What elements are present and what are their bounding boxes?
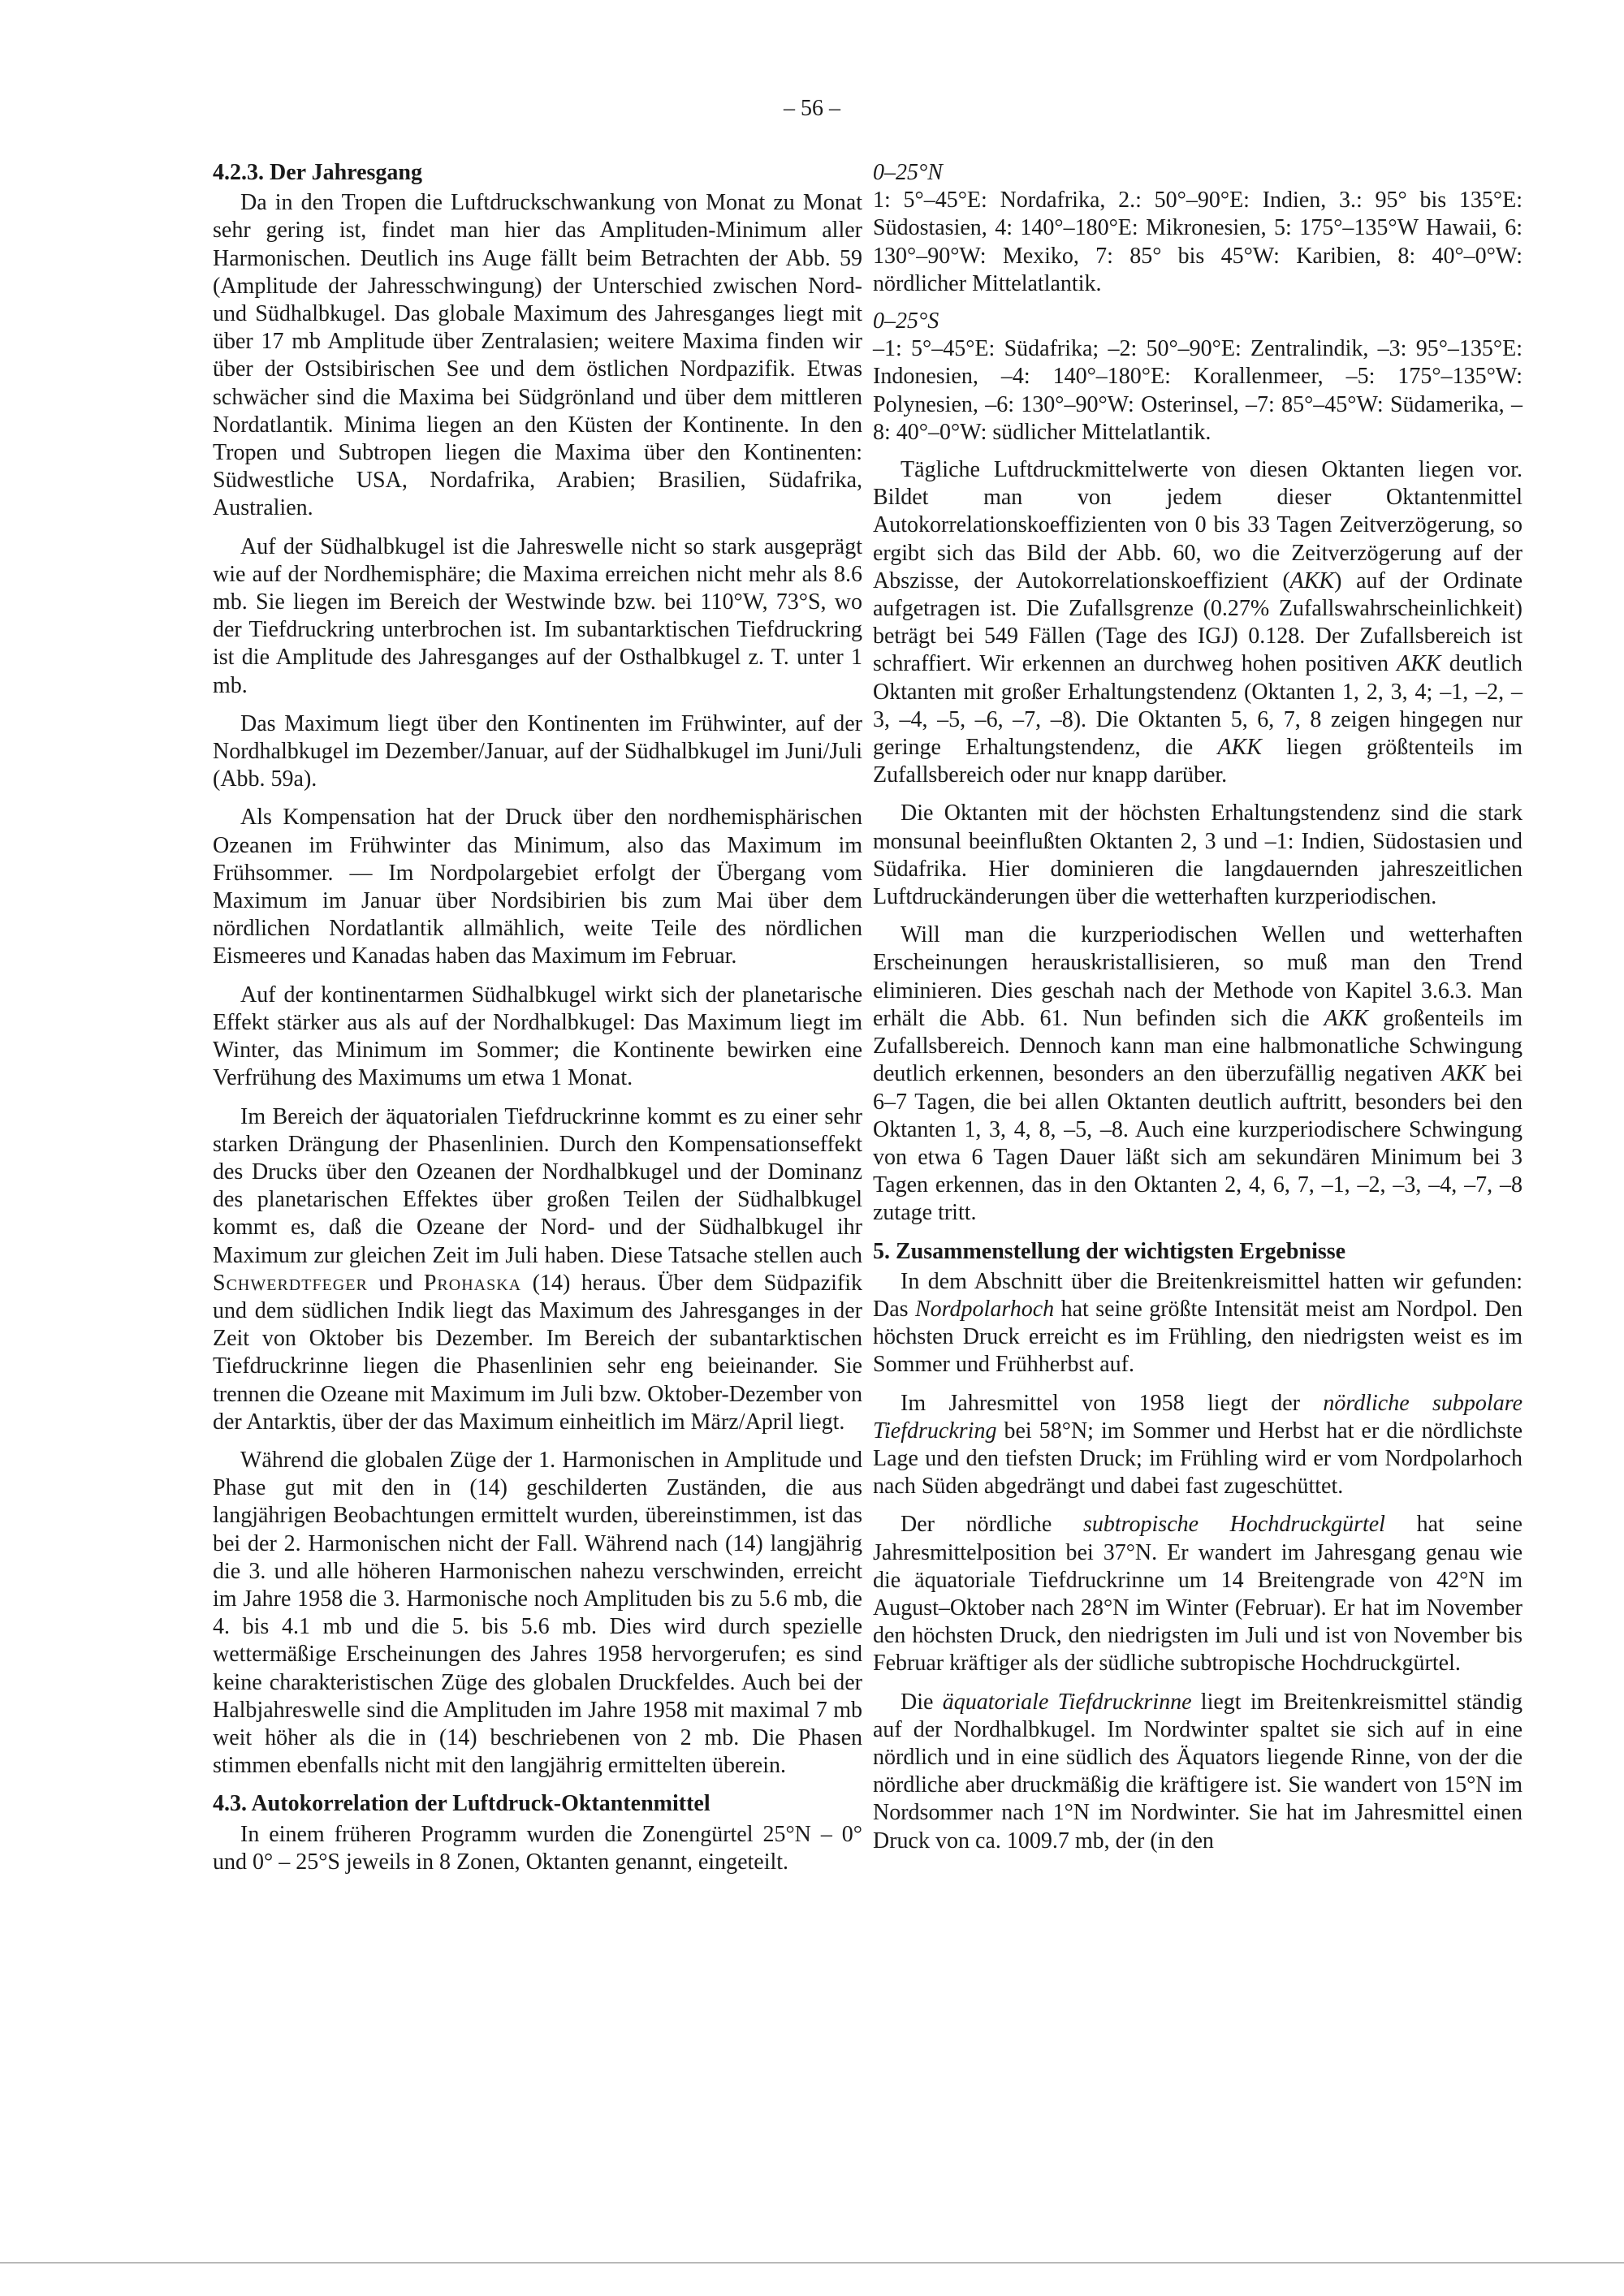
paragraph: Da in den Tropen die Luftdruckschwankung von Monat zu Monat sehr gering ist, findet man hier das Amplituden-Minimum aller Harmonischen. Deutlich ins Auge fällt beim Betrachten der Abb. 59 (Amplitude der Jahresschwingung) der Unterschied zwischen Nord- und Südhalbkugel. Das globale Maximum des Jahresganges liegt mit über 17 mb Amplitude über Zentralasien; weitere Maxima finden wir über der Ostsibirischen See und dem östlichen Nordpazifik. Etwas schwächer sind die Maxima bei Südgrönland und über dem mittleren Nordatlantik. Minima liegen an den Küsten der Kontinente. In den Tropen und Subtropen liegen die Maxima über den Kontinenten: Südwestliche USA, Nordafrika, Arabien; Brasilien, Südafrika, Australien.: [213, 190, 862, 521]
paragraph: Auf der Südhalbkugel ist die Jahreswelle nicht so stark ausgeprägt wie auf der Nordhemisphäre; die Maxima erreichen nicht mehr als 8.6 mb. Sie liegen im Bereich der Westwinde bzw. bei 110°W, 73°S, wo der Tiefdruckring unterbrochen ist. Im subantarktischen Tiefdruckring ist die Amplitude des Jahresganges auf der Osthalbkugel z. T. unter 1 mb.: [213, 533, 862, 698]
section-heading-zusammenstellung: 5. Zusammenstellung der wichtigsten Ergebnisse: [873, 1238, 1346, 1264]
paragraph: Als Kompensation hat der Druck über den nordhemisphärischen Ozeanen im Frühwinter das Minimum, also das Maximum im Frühsommer. — Im Nordpolargebiet erfolgt der Übergang vom Maximum im Januar über Nordsibirien bis zum Mai über dem nördlichen Nordatlantik allmählich, weite Teile des nördlichen Eismeeres und Kanadas haben das Maximum im Februar.: [213, 805, 862, 969]
paragraph: In einem früheren Programm wurden die Zonengürtel 25°N – 0° und 0° – 25°S jeweils in 8 Zonen, Oktanten genannt, eingeteilt.: [213, 1821, 862, 1875]
section-heading-jahresgang: 4.2.3. Der Jahresgang: [213, 160, 422, 185]
paragraph: Der nördliche subtropische Hochdruckgürtel hat seine Jahresmittelposition bei 37°N. Er wandert im Jahresgang genau wie die äquatoriale Tiefdruckrinne um 14 Breitengrade von 42°N im August–Oktober nach 28°N im Winter (Februar). Er hat im November den höchsten Druck, den niedrigsten im Juli und ist von November bis Februar kräftiger als der südliche subtropische Hochdruckgürtel.: [873, 1512, 1522, 1677]
paragraph: In dem Abschnitt über die Breitenkreismittel hatten wir gefunden: Das Nordpolarhoch hat seine größte Intensität meist am Nordpol. Den höchsten Druck erreicht es im Frühling, den niedrigsten weist es im Sommer und Frühherbst auf.: [873, 1268, 1523, 1378]
octant-heading-south: 0–25°S: [873, 309, 939, 334]
author-name: Prohaska: [423, 1270, 522, 1296]
paragraph: Im Jahresmittel von 1958 liegt der nördliche subpolare Tiefdruckring bei 58°N; im Sommer und Herbst hat er die nördlichste Lage und den tiefsten Druck; im Frühling wird er vom Nordpolarhoch nach Süden abgedrängt und dabei fast zugeschüttet.: [873, 1390, 1522, 1500]
author-name: Schwerdtfeger: [213, 1270, 368, 1296]
page-number: – 56 –: [784, 96, 840, 121]
octant-list-north: 1: 5°–45°E: Nordafrika, 2.: 50°–90°E: Indien, 3.: 95° bis 135°E: Südostasien, 4: 140°–180°E: Mikronesien, 5: 175°–135°W Hawaii, 6: 130°–90°W: Mexiko, 7: 85° bis 45°W: Karibien, 8: 40°–0°W: nördlicher Mittelatlantik.: [873, 188, 1522, 296]
paragraph: Auf der kontinentarmen Südhalbkugel wirkt sich der planetarische Effekt stärker aus als auf der Nordhalbkugel: Das Maximum liegt im Winter, das Minimum im Sommer; die Kontinente bewirken eine Verfrühung des Maximums um etwa 1 Monat.: [213, 982, 862, 1091]
paragraph: Das Maximum liegt über den Kontinenten im Frühwinter, auf der Nordhalbkugel im Dezember/Januar, auf der Südhalbkugel im Juni/Juli (Abb. 59a).: [213, 710, 862, 792]
octant-list-south: –1: 5°–45°E: Südafrika; –2: 50°–90°E: Zentralindik, –3: 95°–135°E: Indonesien, –4: 140°–180°E: Korallenmeer, –5: 175°–135°W: Polynesien, –6: 130°–90°W: Osterinsel, –7: 85°–45°W: Südamerika, –8: 40°–0°W: südlicher Mittelatlantik.: [873, 336, 1522, 445]
paragraph: Die äquatoriale Tiefdruckrinne liegt im Breitenkreismittel ständig auf der Nordhalbkugel. Im Nordwinter spaltet sie sich auf in eine nördlich und in eine südlich des Äquators liegende Rinne, von der die nördliche aber druckmäßig die kräftigere ist. Sie wandert von 15°N im Nordsommer nach 1°N im Nordwinter. Sie hat im Jahresmittel einen Druck von ca. 1009.7 mb, der (in den: [873, 1689, 1523, 1854]
right-column: [873, 159, 1522, 1866]
left-column: [213, 159, 862, 1887]
paragraph: Während die globalen Züge der 1. Harmonischen in Amplitude und Phase gut mit den in (14) geschilderten Zuständen, die aus langjährigen Beobachtungen ermittelt wurden, übereinstimmen, ist das bei der 2. Harmonischen nicht der Fall. Während nach (14) langjährig die 3. und alle höheren Harmonischen nahezu verschwinden, erreicht im Jahre 1958 die 3. Harmonische noch Amplituden bis zu 5.6 mb, die 4. bis 4.1 mb und die 5. bis 5.6 mb. Dies wird durch spezielle wettermäßige Erscheinungen des Jahres 1958 hervorgerufen; es sind keine charakteristischen Züge des globalen Druckfeldes. Auch bei der Halbjahreswelle sind die Amplituden im Jahre 1958 mit maximal 7 mb weit höher als die in (14) beschriebenen von 2 mb. Die Phasen stimmen ebenfalls nicht mit den langjährig ermittelten überein.: [213, 1447, 862, 1779]
paragraph: Im Bereich der äquatorialen Tiefdruckrinne kommt es zu einer sehr starken Drängung der Phasenlinien. Durch den Kompensationseffekt des Drucks über den Ozeanen der Nordhalbkugel und der Dominanz des planetarischen Effektes über großen Teilen der Südhalbkugel kommt es, daß die Ozeane der Nord- und der Südhalbkugel ihr Maximum zur gleichen Zeit im Juli haben. Diese Tatsache stellen auch Schwerdtfeger und Prohaska (14) heraus. Über dem Südpazifik und dem südlichen Indik liegt das Maximum des Jahresganges in der Zeit von Oktober bis Dezember. Im Bereich der subantarktischen Tiefdruckrinne liegen die Phasenlinien sehr eng beieinander. Sie trennen die Ozeane mit Maximum im Juli bzw. Oktober-Dezember von der Antarktis, über der das Maximum einheitlich im März/April liegt.: [213, 1103, 862, 1435]
octant-heading-north: 0–25°N: [873, 160, 943, 185]
scan-edge-line: [0, 2262, 1624, 2264]
section-heading-autokorrelation: 4.3. Autokorrelation der Luftdruck-Oktantenmittel: [213, 1791, 710, 1817]
paragraph: Will man die kurzperiodischen Wellen und wetterhaften Erscheinungen herauskristallisieren, so muß man den Trend eliminieren. Dies geschah nach der Methode von Kapitel 3.6.3. Man erhält die Abb. 61. Nun befinden sich die AKK großenteils im Zufallsbereich. Dennoch kann man eine halbmonatliche Schwingung deutlich erkennen, besonders an den überzufällig negativen AKK bei 6–7 Tagen, die bei allen Oktanten deutlich auftritt, besonders bei den Oktanten 1, 3, 4, 8, –5, –8. Auch eine kurzperiodischere Schwingung von etwa 6 Tagen Dauer läßt sich am sekundären Minimum bei 3 Tagen erkennen, das in den Oktanten 2, 4, 6, 7, –1, –2, –3, –4, –7, –8 zutage tritt.: [873, 922, 1522, 1226]
paragraph: Die Oktanten mit der höchsten Erhaltungstendenz sind die stark monsunal beeinflußten Oktanten 2, 3 und –1: Indien, Südostasien und Südafrika. Hier dominieren die langdauernden jahreszeitlichen Luftdruckänderungen über die wetterhaften kurzperiodischen.: [873, 801, 1522, 910]
paragraph: Tägliche Luftdruckmittelwerte von diesen Oktanten liegen vor. Bildet man von jedem dieser Oktantenmittel Autokorrelationskoeffizienten von 0 bis 33 Tagen Zeitverzögerung, so ergibt sich das Bild der Abb. 60, wo die Zeitverzögerung auf der Abszisse, der Autokorrelationskoeffizient (AKK) auf der Ordinate aufgetragen ist. Die Zufallsgrenze (0.27% Zufallswahrscheinlichkeit) beträgt bei 549 Fällen (Tage des IGJ) 0.128. Der Zufallsbereich ist schraffiert. Wir erkennen an durchweg hohen positiven AKK deutlich Oktanten mit großer Erhaltungstendenz (Oktanten 1, 2, 3, 4; –1, –2, –3, –4, –5, –6, –7, –8). Die Oktanten 5, 6, 7, 8 zeigen hingegen nur geringe Erhaltungstendenz, die AKK liegen größtenteils im Zufallsbereich oder nur knapp darüber.: [873, 457, 1522, 788]
